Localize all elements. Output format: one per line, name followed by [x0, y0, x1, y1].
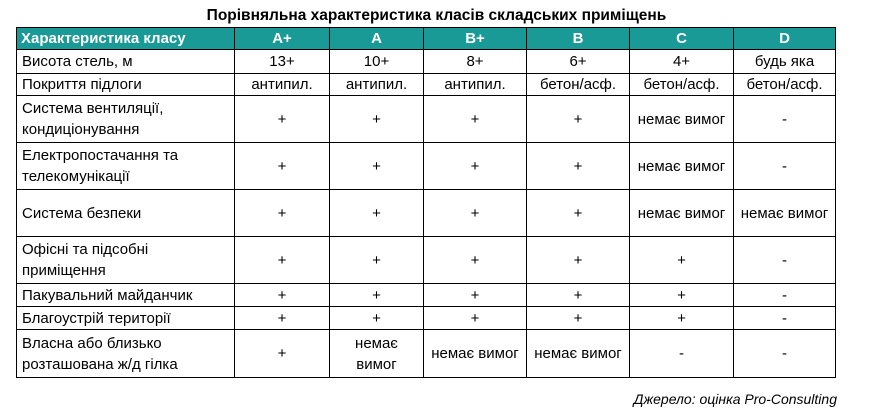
table-cell: + — [527, 143, 630, 190]
table-row — [17, 74, 836, 96]
table-cell: бетон/асф. — [630, 74, 734, 96]
table-cell: 4+ — [630, 50, 734, 74]
table-cell: антипил. — [330, 74, 424, 96]
row-label: Офісні та підсобні приміщення — [17, 237, 235, 284]
table-cell: + — [235, 330, 330, 378]
table-cell: немає вимог — [330, 330, 424, 378]
table-cell: + — [527, 96, 630, 143]
table-cell: + — [630, 307, 734, 330]
table-cell: + — [424, 143, 527, 190]
table-cell: 13+ — [235, 50, 330, 74]
header-class-b: B — [527, 28, 630, 50]
table-row — [17, 143, 836, 190]
row-label: Висота стель, м — [17, 50, 235, 74]
table-cell: бетон/асф. — [527, 74, 630, 96]
header-class-a: A — [330, 28, 424, 50]
row-label: Електропостачання та телекомунікації — [17, 143, 235, 190]
table-cell: + — [330, 96, 424, 143]
table-row — [17, 190, 836, 237]
table-cell: - — [734, 330, 836, 378]
table-cell: + — [235, 307, 330, 330]
table-row — [17, 284, 836, 307]
table-cell: + — [330, 237, 424, 284]
row-label: Система безпеки — [17, 190, 235, 237]
table-cell: - — [734, 284, 836, 307]
table-cell: антипил. — [424, 74, 527, 96]
table-cell: 6+ — [527, 50, 630, 74]
table-cell: немає вимог — [734, 190, 836, 237]
table-cell: + — [630, 237, 734, 284]
header-class-b-plus: B+ — [424, 28, 527, 50]
table-cell: + — [424, 96, 527, 143]
table-cell: + — [330, 284, 424, 307]
row-label: Власна або близько розташована ж/д гілка — [17, 330, 235, 378]
row-label: Покриття підлоги — [17, 74, 235, 96]
table-cell: 10+ — [330, 50, 424, 74]
table-cell: немає вимог — [424, 330, 527, 378]
header-class-d: D — [734, 28, 836, 50]
table-cell: + — [235, 190, 330, 237]
table-cell: + — [424, 284, 527, 307]
table-cell: + — [527, 284, 630, 307]
table-row — [17, 330, 836, 378]
table-row — [17, 237, 836, 284]
table-cell: + — [424, 307, 527, 330]
table-cell: - — [734, 143, 836, 190]
header-characteristic: Характеристика класу — [17, 28, 235, 50]
table-cell: + — [330, 190, 424, 237]
row-label: Система вентиляції, кондиціонування — [17, 96, 235, 143]
table-cell: + — [235, 96, 330, 143]
table-cell: - — [734, 237, 836, 284]
table-cell: будь яка — [734, 50, 836, 74]
table-cell: + — [330, 307, 424, 330]
table-cell: + — [527, 190, 630, 237]
table-cell: немає вимог — [630, 190, 734, 237]
table-cell: + — [424, 190, 527, 237]
table-row — [17, 307, 836, 330]
source-note: Джерело: оцінка Pro-Consulting — [633, 391, 837, 407]
header-row — [17, 28, 836, 50]
table-cell: + — [630, 284, 734, 307]
table-cell: + — [527, 237, 630, 284]
table-cell: антипил. — [235, 74, 330, 96]
table-cell: + — [330, 143, 424, 190]
row-label: Пакувальний майданчик — [17, 284, 235, 307]
table-cell: немає вимог — [630, 143, 734, 190]
warehouse-class-table — [16, 27, 836, 378]
table-cell: 8+ — [424, 50, 527, 74]
table-row — [17, 50, 836, 74]
table-cell: + — [424, 237, 527, 284]
table-cell: + — [235, 143, 330, 190]
row-label: Благоустрій території — [17, 307, 235, 330]
header-class-a-plus: A+ — [235, 28, 330, 50]
table-cell: немає вимог — [630, 96, 734, 143]
table-cell: немає вимог — [527, 330, 630, 378]
header-class-c: C — [630, 28, 734, 50]
table-cell: - — [630, 330, 734, 378]
table-cell: + — [527, 307, 630, 330]
table-title: Порівняльна характеристика класів складських приміщень — [206, 7, 667, 24]
table-cell: - — [734, 307, 836, 330]
table-cell: + — [235, 237, 330, 284]
table-cell: бетон/асф. — [734, 74, 836, 96]
table-cell: + — [235, 284, 330, 307]
table-cell: - — [734, 96, 836, 143]
table-row — [17, 96, 836, 143]
